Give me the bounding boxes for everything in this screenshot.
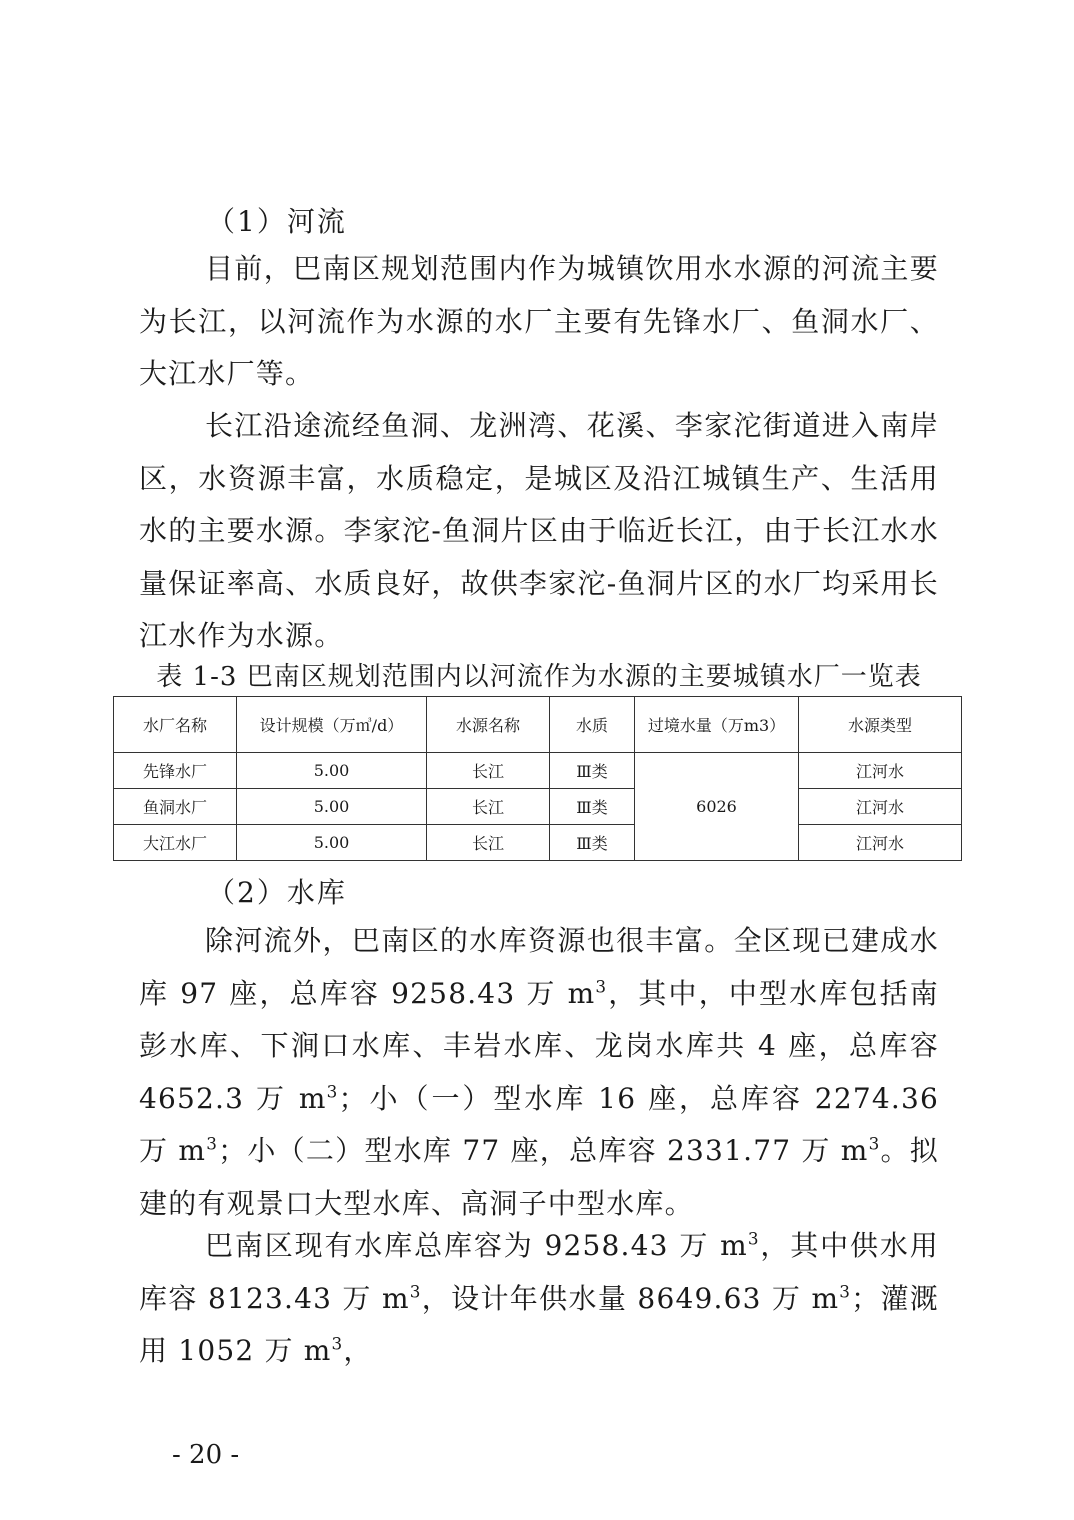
text-run: ，其中，中型水库包括南彭水库、下涧口水库、丰岩水库、龙岗水库共 4 座，总库容 4652.3 万 m [139, 976, 940, 1115]
paragraph-yangtze: 长江沿途流经鱼洞、龙洲湾、花溪、李家沱街道进入南岸区，水资源丰富，水质稳定，是城区及沿江城镇生产、生活用水的主要水源。李家沱-鱼洞片区由于临近长江，由于长江水水量保证率高、水质良好，故供李家沱-鱼洞片区的水厂均采用长江水作为水源。 [139, 409, 939, 652]
superscript: 3 [331, 1333, 344, 1354]
text-run: ；小（一）型水库 16 座，总库容 2274.36 万 m [139, 1081, 939, 1167]
header-plant-name: 水厂名称 [114, 697, 237, 753]
cell-water-quality: Ⅲ类 [550, 789, 635, 825]
cell-plant-name: 先锋水厂 [114, 753, 237, 789]
cell-design-scale: 5.00 [237, 789, 427, 825]
header-transit-volume: 过境水量（万m3） [635, 697, 799, 753]
cell-water-quality: Ⅲ类 [550, 825, 635, 861]
cell-design-scale: 5.00 [237, 825, 427, 861]
text-run: ，其中供水用库容 8123.43 万 m [139, 1229, 940, 1315]
superscript: 3 [595, 976, 608, 997]
cell-source-type: 江河水 [799, 825, 962, 861]
text-run: ，设计年供水量 8649.63 万 m [421, 1281, 840, 1315]
section-heading-rivers: （1）河流 [207, 205, 347, 238]
cell-source-type: 江河水 [799, 753, 962, 789]
superscript: 3 [747, 1228, 760, 1249]
paragraph-rivers-intro: 目前，巴南区规划范围内作为城镇饮用水水源的河流主要为长江，以河流作为水源的水厂主要有先锋水厂、鱼洞水厂、大江水厂等。 [139, 252, 939, 390]
header-source-type: 水源类型 [799, 697, 962, 753]
paragraph-reservoir-capacity [139, 1220, 939, 1378]
cell-plant-name: 鱼洞水厂 [114, 789, 237, 825]
cell-water-quality: Ⅲ类 [550, 753, 635, 789]
text-run: 巴南区现有水库总库容为 9258.43 万 m [205, 1229, 748, 1262]
text-run: 除河流外，巴南区的水库资源也很丰富。全区现已建成水库 97 座，总库容 9258.43 万 m [139, 924, 939, 1010]
text-run: ；灌溉用 1052 万 m [139, 1281, 939, 1367]
header-design-scale: 设计规模（万㎥/d） [237, 697, 427, 753]
table-header-row [114, 697, 962, 753]
superscript: 3 [868, 1133, 881, 1154]
header-water-quality: 水质 [550, 697, 635, 753]
text-run: ；小（二）型水库 77 座，总库容 2331.77 万 m [218, 1134, 869, 1167]
water-plant-table [113, 696, 962, 861]
cell-source-name: 长江 [427, 789, 550, 825]
table-row [114, 789, 962, 825]
header-source-name: 水源名称 [427, 697, 550, 753]
cell-design-scale: 5.00 [237, 753, 427, 789]
superscript: 3 [206, 1133, 219, 1154]
section-heading-reservoirs: （2）水库 [207, 876, 347, 909]
table-row [114, 753, 962, 789]
cell-source-name: 长江 [427, 825, 550, 861]
table-row [114, 825, 962, 861]
paragraph-reservoirs [139, 915, 939, 1230]
cell-source-name: 长江 [427, 753, 550, 789]
cell-plant-name: 大江水厂 [114, 825, 237, 861]
text-run: ， [343, 1334, 373, 1367]
superscript: 3 [409, 1281, 422, 1302]
text-run: 。拟建的有观景口大型水库、高洞子中型水库。 [139, 1134, 939, 1220]
cell-transit-volume: 6026 [635, 753, 799, 861]
table-caption: 表 1-3 巴南区规划范围内以河流作为水源的主要城镇水厂一览表 [156, 662, 922, 692]
page-number: - 20 - [172, 1440, 240, 1470]
cell-source-type: 江河水 [799, 789, 962, 825]
superscript: 3 [326, 1081, 339, 1102]
superscript: 3 [839, 1281, 852, 1302]
